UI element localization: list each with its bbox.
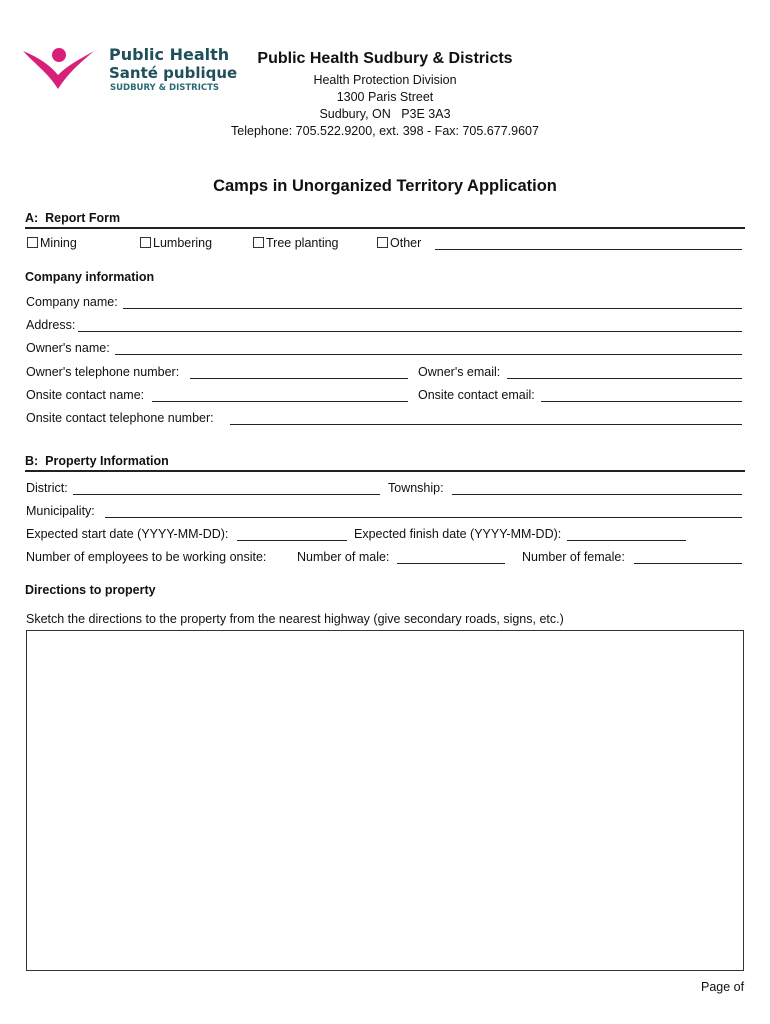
logo-line-1: Public Health: [109, 45, 230, 64]
township-label: Township:: [388, 481, 444, 495]
directions-instruction: Sketch the directions to the property from the nearest highway (give secondary roads, signs, etc.): [26, 612, 564, 626]
district-label: District:: [26, 481, 68, 495]
employees-label: Number of employees to be working onsite:: [26, 550, 267, 564]
onsite-phone-label: Onsite contact telephone number:: [26, 411, 214, 425]
address-label: Address:: [26, 318, 76, 332]
checkbox-label: Lumbering: [153, 236, 213, 250]
logo-line-2: Santé publique: [109, 64, 238, 82]
onsite-email-field[interactable]: [541, 401, 742, 402]
owner-email-field[interactable]: [507, 378, 742, 379]
checkbox-box[interactable]: [27, 237, 38, 248]
district-field[interactable]: [73, 494, 380, 495]
section-a-heading: A: Report Form: [25, 211, 121, 225]
contact: Telephone: 705.522.9200, ext. 398 - Fax: 705.677.9607: [231, 124, 539, 138]
owner-name-field[interactable]: [115, 354, 742, 355]
company-heading: Company information: [25, 270, 155, 284]
checkbox-box[interactable]: [253, 237, 264, 248]
logo-line-3: SUDBURY & DISTRICTS: [110, 83, 220, 93]
checkbox-mining[interactable]: [27, 236, 77, 250]
start-date-label: Expected start date (YYYY-MM-DD):: [26, 527, 229, 541]
city: Sudbury, ON P3E 3A3: [319, 107, 451, 121]
address-field[interactable]: [78, 331, 742, 332]
municipality-field[interactable]: [105, 517, 742, 518]
male-field[interactable]: [397, 563, 505, 564]
checkbox-lumbering[interactable]: [140, 236, 212, 250]
checkbox-other[interactable]: [377, 236, 421, 250]
section-b-heading: B: Property Information: [25, 454, 169, 468]
company-name-field[interactable]: [123, 308, 742, 309]
page-number: Page of: [701, 980, 745, 994]
org-name: Public Health Sudbury & Districts: [257, 50, 513, 67]
owner-phone-label: Owner's telephone number:: [26, 365, 180, 379]
checkbox-label: Other: [390, 236, 422, 250]
owner-email-label: Owner's email:: [418, 365, 501, 379]
finish-date-field[interactable]: [567, 540, 686, 541]
onsite-name-label: Onsite contact name:: [26, 388, 145, 402]
owner-name-label: Owner's name:: [26, 341, 110, 355]
checkbox-tree-planting[interactable]: [253, 236, 339, 250]
checkbox-label: Tree planting: [266, 236, 339, 250]
start-date-field[interactable]: [237, 540, 347, 541]
finish-date-label: Expected finish date (YYYY-MM-DD):: [354, 527, 562, 541]
checkbox-label: Mining: [40, 236, 77, 250]
division: Health Protection Division: [313, 73, 457, 87]
checkbox-box[interactable]: [377, 237, 388, 248]
municipality-label: Municipality:: [26, 504, 95, 518]
onsite-phone-field[interactable]: [230, 424, 742, 425]
onsite-name-field[interactable]: [152, 401, 408, 402]
section-a-rule: [25, 227, 745, 229]
checkbox-box[interactable]: [140, 237, 151, 248]
page-title: Camps in Unorganized Territory Application: [213, 177, 557, 195]
male-label: Number of male:: [297, 550, 390, 564]
company-name-label: Company name:: [26, 295, 118, 309]
section-b-rule: [25, 470, 745, 472]
sketch-area[interactable]: [26, 630, 744, 971]
onsite-email-label: Onsite contact email:: [418, 388, 535, 402]
female-field[interactable]: [634, 563, 742, 564]
female-label: Number of female:: [522, 550, 625, 564]
owner-phone-field[interactable]: [190, 378, 408, 379]
township-field[interactable]: [452, 494, 742, 495]
directions-heading: Directions to property: [25, 583, 156, 597]
street: 1300 Paris Street: [336, 90, 434, 104]
other-field[interactable]: [435, 249, 742, 250]
logo-figure-icon: [22, 45, 96, 93]
